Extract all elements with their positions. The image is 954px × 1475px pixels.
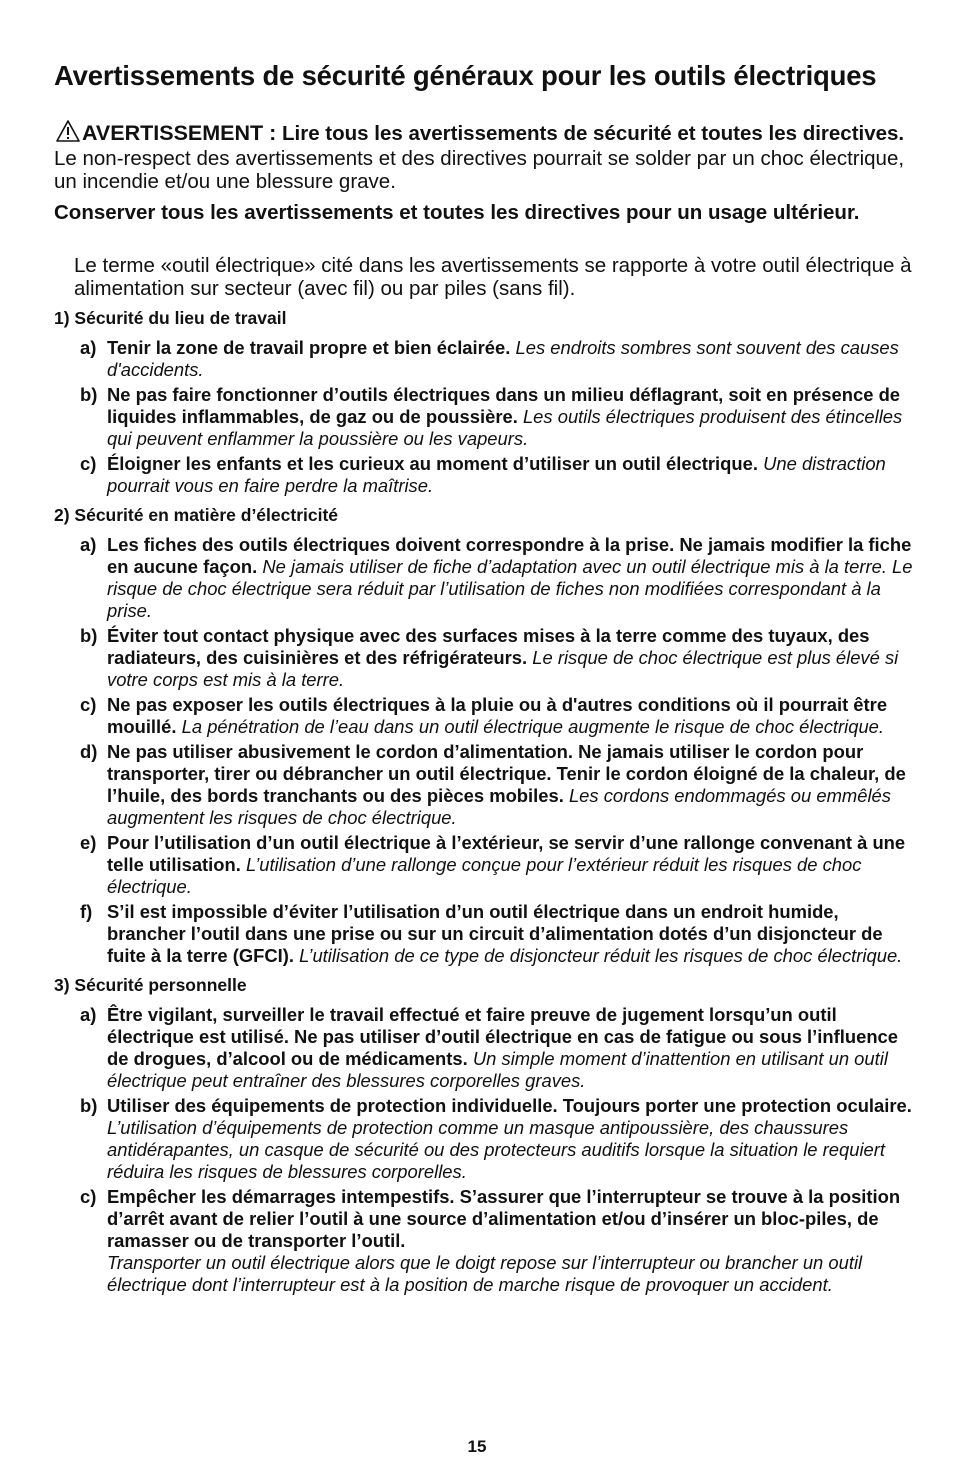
item-bold: Être vigilant, surveiller le travail effectué et faire preuve de jugement lorsqu’un outil électrique est utilisé. Ne pas utiliser d’outil électrique en cas de fatigue ou sous l’influence de drogues, d’alcool ou de médicaments. <box>107 1004 899 1069</box>
item-letter: c) <box>80 1186 97 1207</box>
item-italic: Les outils électriques produisent des étincelles qui peuvent enflammer la poussière ou les vapeurs. <box>107 406 903 449</box>
warning-triangle-icon <box>56 120 80 147</box>
item-italic: Les cordons endommagés ou emmêlés augmentent les risques de choc électrique. <box>107 785 891 828</box>
keep-instructions: Conserver tous les avertissements et toutes les directives pour un usage ultérieur. <box>54 201 860 224</box>
item-letter: a) <box>80 337 97 358</box>
item-bold: Ne pas exposer les outils électriques à la pluie ou à d'autres conditions où il pourrait être mouillé. <box>107 694 888 737</box>
warning-paragraph <box>54 120 916 193</box>
item-italic: La pénétration de l’eau dans un outil électrique augmente le risque de choc électrique. <box>181 716 885 737</box>
page-number: 15 <box>467 1437 487 1456</box>
list-item <box>54 741 914 829</box>
item-letter: d) <box>80 741 98 762</box>
section-heading: 2) Sécurité en matière d’électricité <box>54 505 339 525</box>
section-heading: 3) Sécurité personnelle <box>54 975 247 995</box>
list-item <box>54 1004 914 1092</box>
section-personal <box>54 975 914 1296</box>
item-italic: Ne jamais utiliser de fiche d’adaptation avec un outil électrique mis à la terre. Le risque de choc électrique sera réduit par l’utilisation de fiches non modifiées correspondant à la prise. <box>107 556 913 621</box>
item-italic: Transporter un outil électrique alors que le doigt repose sur l’interrupteur ou brancher un outil électrique dont l’interrupteur est à la position de marche risque de provoquer un accident. <box>107 1252 863 1295</box>
item-bold: Utiliser des équipements de protection individuelle. Toujours porter une protection oculaire. <box>107 1095 912 1116</box>
item-letter: a) <box>80 534 97 555</box>
item-letter: a) <box>80 1004 97 1025</box>
item-bold: Empêcher les démarrages intempestifs. S’assurer que l’interrupteur se trouve à la position d’arrêt avant de relier l’outil à une source d’alimentation et/ou d’insérer un bloc-piles, de ramasser ou de transporter l’outil. <box>107 1186 901 1251</box>
item-letter: f) <box>80 901 93 922</box>
item-bold: Éloigner les enfants et les curieux au moment d’utiliser un outil électrique. <box>107 453 758 474</box>
section-heading: 1) Sécurité du lieu de travail <box>54 308 287 328</box>
warning-label: AVERTISSEMENT : <box>82 121 277 145</box>
item-letter: e) <box>80 832 97 853</box>
list-item <box>54 1186 914 1296</box>
item-italic: L’utilisation d’équipements de protection comme un masque antipoussière, des chaussures antidérapantes, un casque de sécurité ou des protecteurs auditifs lorsque la situation le requiert réduira les risques de blessures corporelles. <box>107 1117 885 1182</box>
item-italic: Une distraction pourrait vous en faire perdre la maîtrise. <box>107 453 886 496</box>
item-italic: Le risque de choc électrique est plus élevé si votre corps est mis à la terre. <box>107 647 899 690</box>
item-bold: S’il est impossible d’éviter l’utilisation d’un outil électrique dans un endroit humide, brancher l’outil dans une prise ou sur un circuit d’alimentation dotés d’un disjoncteur de fuite à la terre (GFCI). <box>107 901 883 966</box>
item-bold: Ne pas utiliser abusivement le cordon d’alimentation. Ne jamais utiliser le cordon pour transporter, tirer ou débrancher un outil électrique. Tenir le cordon éloigné de la chaleur, de l’huile, des bords tranchants ou des pièces mobiles. <box>107 741 906 806</box>
term-note: Le terme «outil électrique» cité dans les avertissements se rapporte à votre outil électrique à alimentation sur secteur (avec fil) ou par piles (sans fil). <box>74 254 912 300</box>
item-bold: Éviter tout contact physique avec des surfaces mises à la terre comme des tuyaux, des radiateurs, des cuisinières et des réfrigérateurs. <box>107 625 870 668</box>
list-item <box>54 901 914 967</box>
item-italic: L’utilisation d’une rallonge conçue pour l’extérieur réduit les risques de choc électrique. <box>107 854 862 897</box>
section-electrical <box>54 505 914 967</box>
item-letter: b) <box>80 1095 98 1116</box>
list-item <box>54 625 914 691</box>
item-italic: L’utilisation de ce type de disjoncteur réduit les risques de choc électrique. <box>299 945 903 966</box>
safety-sections <box>54 308 914 1304</box>
item-letter: b) <box>80 384 98 405</box>
warning-bold-text: Lire tous les avertissements de sécurité et toutes les directives. <box>276 122 905 145</box>
item-bold: Les fiches des outils électriques doivent correspondre à la prise. Ne jamais modifier la fiche en aucune façon. <box>107 534 912 577</box>
item-letter: b) <box>80 625 98 646</box>
list-item <box>54 384 914 450</box>
list-item <box>54 534 914 622</box>
list-item <box>54 453 914 497</box>
item-bold: Tenir la zone de travail propre et bien éclairée. <box>107 337 511 358</box>
page-title: Avertissements de sécurité généraux pour les outils électriques <box>54 60 877 91</box>
list-item <box>54 1095 914 1183</box>
list-item <box>54 694 914 738</box>
item-italic: Un simple moment d’inattention en utilisant un outil électrique peut entraîner des blessures corporelles graves. <box>107 1048 888 1091</box>
item-bold: Ne pas faire fonctionner d’outils électriques dans un milieu déflagrant, soit en présence de liquides inflammables, de gaz ou de poussière. <box>107 384 901 427</box>
item-letter: c) <box>80 694 97 715</box>
section-work-area <box>54 308 914 497</box>
list-item <box>54 832 914 898</box>
warning-text: Le non-respect des avertissements et des directives pourrait se solder par un choc électrique, un incendie et/ou une blessure grave. <box>54 147 905 193</box>
item-italic: Les endroits sombres sont souvent des causes d'accidents. <box>107 337 899 380</box>
item-bold: Pour l’utilisation d’un outil électrique à l’extérieur, se servir d’une rallonge convenant à une telle utilisation. <box>107 832 906 875</box>
list-item <box>54 337 914 381</box>
item-letter: c) <box>80 453 97 474</box>
